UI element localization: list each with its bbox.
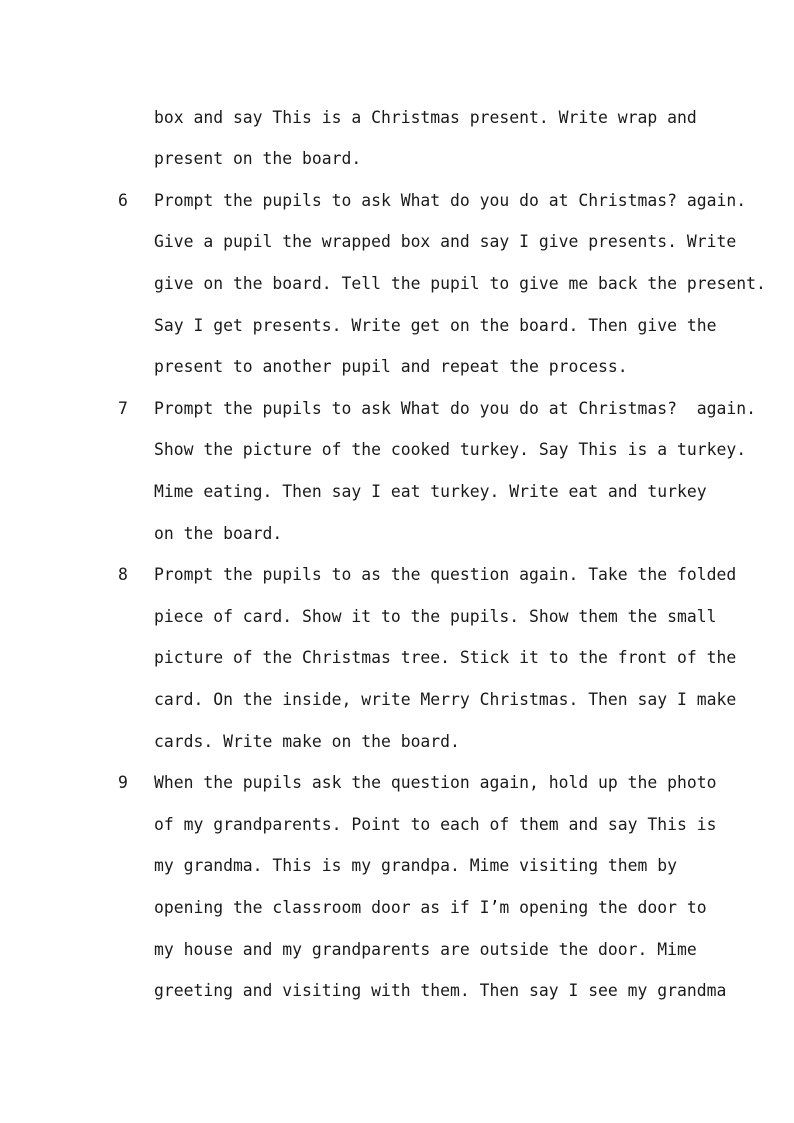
- text-line: Give a pupil the wrapped box and say I give presents. Write: [154, 232, 737, 251]
- text-line: card. On the inside, write Merry Christmas. Then say I make: [154, 690, 737, 709]
- text-line: Prompt the pupils to ask What do you do at Christmas? again.: [154, 191, 747, 210]
- text-line: present on the board.: [154, 149, 362, 168]
- text-line: greeting and visiting with them. Then say I see my grandma: [154, 981, 727, 1000]
- text-line: my grandma. This is my grandpa. Mime visiting them by: [154, 856, 678, 875]
- text-line: of my grandparents. Point to each of them and say This is: [154, 815, 717, 834]
- text-line: Mime eating. Then say I eat turkey. Write eat and turkey: [154, 482, 707, 501]
- text-line: Prompt the pupils to ask What do you do at Christmas? again.: [154, 399, 756, 418]
- text-line: give on the board. Tell the pupil to give me back the present.: [154, 274, 766, 293]
- list-item-number: 9: [118, 773, 128, 792]
- list-item-number: 6: [118, 191, 128, 210]
- text-line: opening the classroom door as if I’m opening the door to: [154, 898, 707, 917]
- list-item-number: 7: [118, 399, 128, 418]
- text-line: When the pupils ask the question again, hold up the photo: [154, 773, 717, 792]
- text-line: present to another pupil and repeat the process.: [154, 357, 628, 376]
- text-line: my house and my grandparents are outside the door. Mime: [154, 940, 697, 959]
- text-line: cards. Write make on the board.: [154, 732, 460, 751]
- text-line: picture of the Christmas tree. Stick it to the front of the: [154, 648, 737, 667]
- text-line: Show the picture of the cooked turkey. Say This is a turkey.: [154, 440, 747, 459]
- text-line: piece of card. Show it to the pupils. Show them the small: [154, 607, 717, 626]
- text-line: Prompt the pupils to as the question again. Take the folded: [154, 565, 737, 584]
- text-line: on the board.: [154, 524, 283, 543]
- text-line: Say I get presents. Write get on the board. Then give the: [154, 316, 717, 335]
- text-line: box and say This is a Christmas present. Write wrap and: [154, 108, 697, 127]
- list-item-number: 8: [118, 565, 128, 584]
